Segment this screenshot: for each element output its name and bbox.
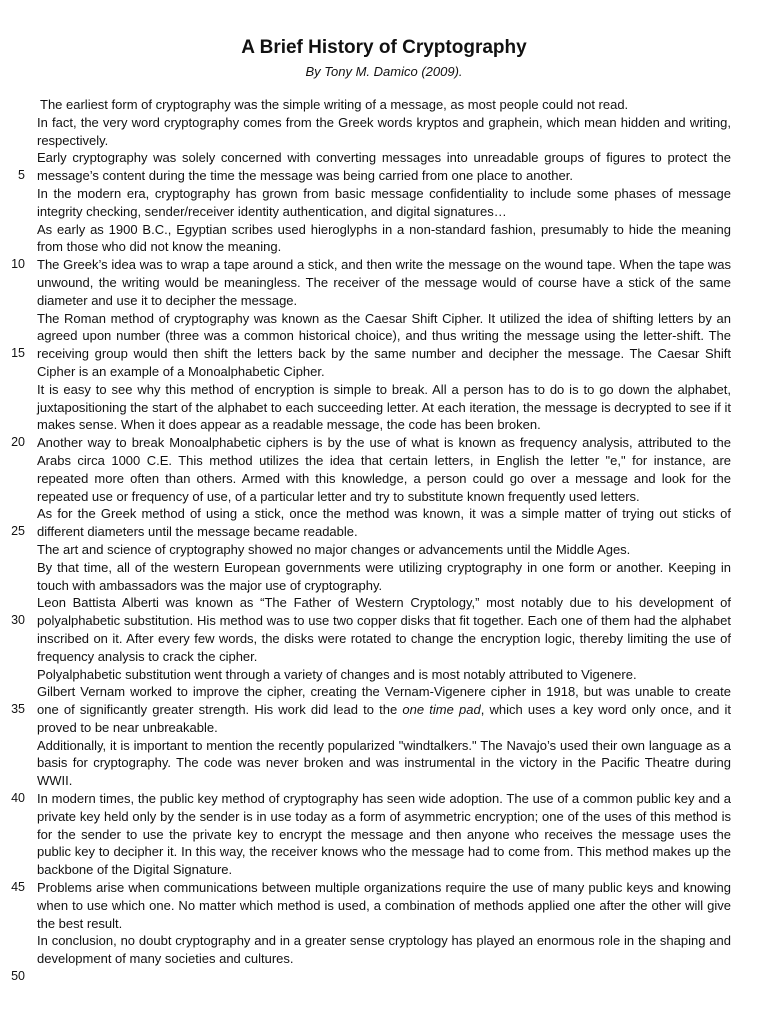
paragraph: In conclusion, no doubt cryptography and in a greater sense cryptology has played an enormous role in the shaping and development of many societies and cultures. [37,933,731,967]
line-number: 15 [11,346,25,361]
line-number: 35 [11,702,25,717]
paragraph: Problems arise when communications between multiple organizations require the use of many public keys and knowing when to use which one. No matter which method is used, a combination of methods applied one after the other will give the best result. [37,880,731,931]
paragraph: Another way to break Monoalphabetic ciphers is by the use of what is known as frequency analysis, attributed to the Arabs circa 1000 C.E. This method utilizes the idea that certain letters, in English the letter "e," for instance, are repeated more often than others. Armed with this knowledge, a person could go over a message and look for the repeated use or frequency of use, of a particular letter and try to substitute known frequently used letters. [37,435,731,504]
paragraph: The Greek’s idea was to wrap a tape around a stick, and then write the message on the wound tape. When the tape was unwound, the writing would be meaningless. The receiver of the message would of course have a stick of the same diameter and use it to decipher the message. [37,257,731,308]
line-number: 5 [18,168,25,183]
author-byline: By Tony M. Damico (2009). [305,64,463,79]
paragraph: The Roman method of cryptography was known as the Caesar Shift Cipher. It utilized the idea of shifting letters by an agreed upon number (three was a common historical choice), and thus writing the message using the letter-shift. The receiving group would then shift the letters back by the same number and decipher the message. The Caesar Shift Cipher is an example of a Monoalphabetic Cipher. [37,310,731,379]
paragraph: In fact, the very word cryptography comes from the Greek words kryptos and graphein, which mean hidden and writing, respectively. [37,114,731,148]
document-title: A Brief History of Cryptography [241,37,527,58]
paragraph: As early as 1900 B.C., Egyptian scribes used hieroglyphs in a non-standard fashion, presumably to hide the meaning from those who did not know the meaning. [37,221,731,255]
paragraph: Additionally, it is important to mention the recently popularized "windtalkers." The Navajo’s used their own language as a basis for cryptography. The code was never broken and was instrumental in the victory in the Pacific Theatre during WWII. [37,737,731,789]
paragraph: Leon Battista Alberti was known as “The Father of Western Cryptology,” most notably due to his development of polyalphabetic substitution. His method was to use two copper disks that fit together. Each one of them had the alphabet inscribed on it. After every few words, the disks were rotated to change the encryption logic, thereby limiting the use of frequency analysis to crack the cipher. [37,595,731,664]
line-number: 30 [11,613,25,628]
paragraph: It is easy to see why this method of encryption is simple to break. All a person has to do is to go down the alphabet, juxtapositioning the start of the alphabet to each succeeding letter. At each iteration, the message is decrypted to see if it makes sense. When it does appear as a readable message, the code has been broken. [37,381,731,433]
line-number: 45 [11,880,25,895]
paragraph: In modern times, the public key method of cryptography has seen wide adoption. The use of a common public key and a private key held only by the sender is in use today as a form of asymmetric encryption; one of the uses of this method is for the sender to use the private key to encrypt the message and then anyone who receives the message uses the public key to decipher it. In this way, the receiver knows who the message had to come from. This method makes up the backbone of the Digital Signature. [37,791,731,878]
line-number: 25 [11,524,25,539]
line-number: 10 [11,257,25,272]
paragraph: Early cryptography was solely concerned with converting messages into unreadable groups of figures to protect the message’s content during the time the message was being carried from one place to another. [37,150,731,184]
document-body [37,96,731,968]
paragraph: In the modern era, cryptography has grown from basic message confidentiality to include some phases of message integrity checking, sender/receiver identity authentication, and digital signatures… [37,185,731,219]
paragraph: As for the Greek method of using a stick, once the method was known, it was a simple matter of trying out sticks of different diameters until the message became readable. [37,506,731,540]
paragraph: By that time, all of the western European governments were utilizing cryptography in one form or another. Keeping in touch with ambassadors was the major use of cryptography. [37,559,731,593]
emphasis-one-time-pad: one time pad [402,702,481,718]
paragraph-vernam [37,683,731,736]
line-number: 40 [11,791,25,806]
paragraph: The art and science of cryptography showed no major changes or advancements until the Middle Ages. [37,541,631,557]
line-number: 50 [11,969,25,984]
paragraph-text: Gilbert Vernam worked to improve the cipher, creating the Vernam-Vigenere cipher in 1918, but was unable to create one of significantly greater strength. His work did lead to the [37,684,731,718]
line-number: 20 [11,435,25,450]
paragraph: The earliest form of cryptography was the simple writing of a message, as most people could not read. [40,97,629,112]
paragraph: Polyalphabetic substitution went through a variety of changes and is most notably attributed to Vigenere. [37,666,637,682]
paragraph-text: , which uses a key word only once, and it proved to be near unbreakable. [37,702,731,735]
